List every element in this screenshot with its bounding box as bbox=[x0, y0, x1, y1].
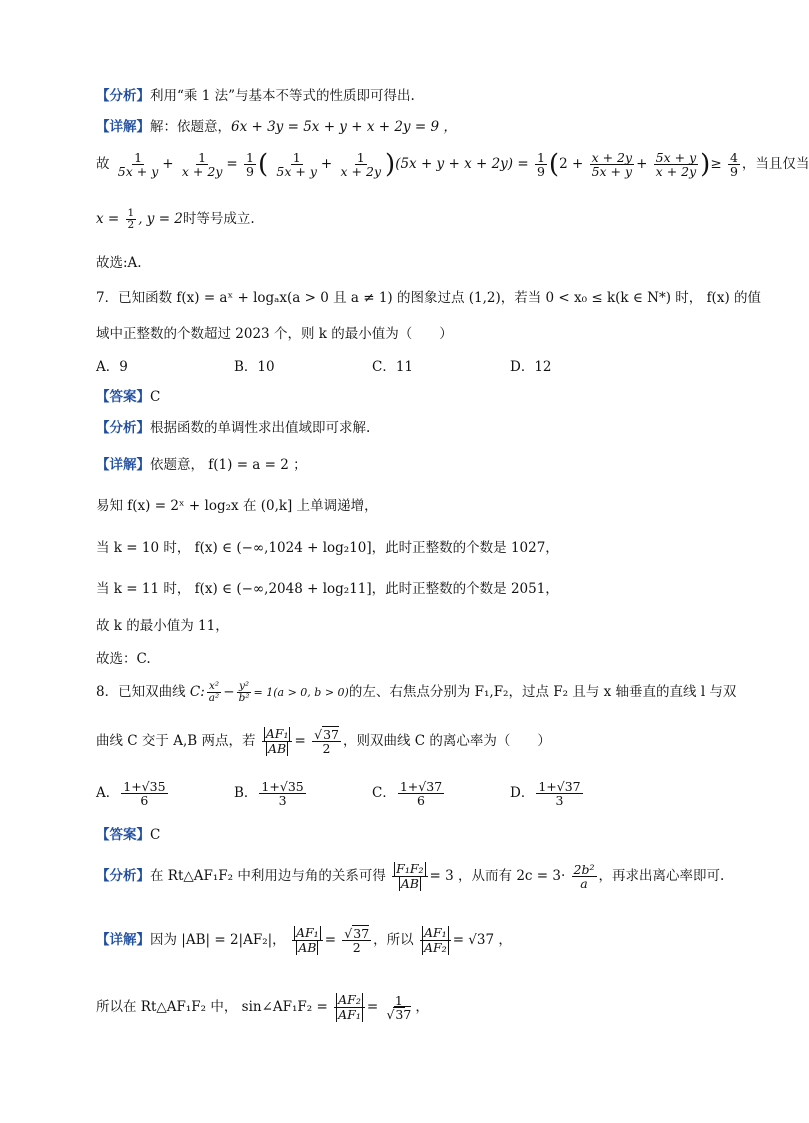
q7-detail-line4: 当 k = 11 时， f(x) ∈ (−∞,2048 + log₂11]，此时正整数的个数是 2051， bbox=[96, 581, 559, 597]
q7-stem-line1: 7．已知函数 f(x) = aˣ + logₐx(a > 0 且 a ≠ 1) 的图象过点 (1,2)，若当 0 < x₀ ≤ k(k ∈ N*) 时， f(x) 的值 bbox=[96, 290, 761, 306]
q6-equality-line: x = $\frac{1}{2}$ , y = 2时等号成立. bbox=[96, 206, 255, 231]
q8-stem-line1: 8．已知双曲线 C: $\frac{\text{x²}}{\text{a²}}$ − $\frac{\text{y²}}{\text{b²}}$ = 1(a > 0, b > 0)的左、右焦点分别为 F₁,F₂，过点 F₂ 且与 x 轴垂直的直线 l 与双 bbox=[96, 679, 737, 704]
q7-option-c: C．11 bbox=[372, 359, 414, 375]
q7-option-a: A．9 bbox=[96, 359, 128, 375]
fraction: $\frac{4}{9}$ bbox=[729, 150, 738, 180]
fraction: $\frac{1}{2}$ bbox=[127, 206, 135, 231]
detail-tag: 【详解】 bbox=[96, 119, 150, 135]
q7-option-d: D．12 bbox=[510, 359, 552, 375]
answer-tag: 【答案】 bbox=[96, 389, 150, 405]
q7-stem-line2: 域中正整数的个数超过 2023 个，则 k 的最小值为（ ） bbox=[96, 326, 453, 342]
q8-option-c: C． $\frac{1+√37}{6}$ bbox=[372, 779, 443, 809]
q7-conclusion: 故选：C. bbox=[96, 651, 151, 667]
q7-detail-line1 bbox=[96, 453, 734, 473]
q6-analysis-line bbox=[96, 84, 734, 104]
q6-detail-intro: 解：依题意， bbox=[150, 119, 231, 135]
fraction: $\frac{1}{5x + y}$ bbox=[276, 150, 317, 180]
q8-stem2-suffix: ，则双曲线 C 的离心率为（ ） bbox=[342, 732, 551, 749]
fraction: $\frac{1}{9}$ bbox=[246, 150, 254, 180]
q8-stem-suffix: 的左、右焦点分别为 F₁,F₂，过点 F₂ 且与 x 轴垂直的直线 l 与双 bbox=[348, 684, 737, 700]
q8-answer-line bbox=[96, 823, 734, 843]
fraction: $\frac{\text{2b²}}{a}$ bbox=[573, 861, 595, 891]
analysis-tag: 【分析】 bbox=[96, 867, 150, 884]
q8-analysis-suffix: ，再求出离心率即可. bbox=[598, 867, 725, 884]
q7-answer-line bbox=[96, 385, 734, 405]
q7-detail-line5: 故 k 的最小值为 11， bbox=[96, 618, 229, 634]
fraction: $\frac{1+√37}{3}$ bbox=[538, 779, 581, 809]
q7-answer: C bbox=[150, 389, 161, 405]
q6-conclusion: 故选:A. bbox=[96, 255, 142, 271]
detail-tag: 【详解】 bbox=[96, 931, 150, 948]
q7-option-b: B．10 bbox=[234, 359, 275, 375]
q8-option-a: A． $\frac{1+√35}{6}$ bbox=[96, 779, 166, 809]
q8-stem-line2: 曲线 C 交于 A,B 两点，若 $\frac{\text{AF₁}}{AB}$ = $\frac{√37}{2}$ ，则双曲线 C 的离心率为（ ） bbox=[96, 726, 551, 756]
fraction: $\frac{1+√35}{6}$ bbox=[123, 779, 166, 809]
q8-option-d: D． $\frac{1+√37}{3}$ bbox=[510, 779, 581, 809]
q6-detail-equation: 6x + 3y = 5x + y + x + 2y = 9 ， bbox=[231, 119, 457, 135]
fraction: $\frac{1+√35}{3}$ bbox=[261, 779, 304, 809]
q7-analysis-line bbox=[96, 416, 734, 436]
q6-line2-suffix: ，当且仅当 bbox=[741, 156, 809, 173]
fraction: $\frac{√37}{2}$ bbox=[344, 925, 370, 955]
detail-tag: 【详解】 bbox=[96, 457, 150, 473]
fraction: $\frac{x + 2y}{5x + y}$ bbox=[591, 150, 633, 180]
q8-options bbox=[96, 780, 696, 807]
q8-detail2-prefix: 所以在 Rt△AF₁F₂ 中， sin∠AF₁F₂ = bbox=[96, 998, 328, 1015]
q7-detail-line2: 易知 f(x) = 2ˣ + log₂x 在 (0,k] 上单调递增， bbox=[96, 498, 378, 514]
q6-detail-line bbox=[96, 115, 734, 135]
q7-analysis-text: 根据函数的单调性求出值域即可求解. bbox=[150, 420, 371, 436]
fraction: $\frac{\text{AF₂}}{\text{AF₁}}$ bbox=[334, 993, 365, 1022]
q8-detail2-suffix: ， bbox=[415, 998, 429, 1015]
q8-detail-line2: 所以在 Rt△AF₁F₂ 中， sin∠AF₁F₂ = $\frac{\text{AF₂}}{\text{AF₁}}$ = $\frac{1}{√37}$ ， bbox=[96, 992, 429, 1022]
q6-inequality-line: 故 $\frac{1}{5x + y}$ + $\frac{1}{x + 2y}$ = $\frac{1}{9}$ ( $\frac{1}{5x + y}$ + $\frac{1}{x + 2y}$ )(5x + y + x + 2y) = $\frac{1}{9}$ (2 + $\frac{x + 2y}{5x + y}$ + $\frac{5x + y}{x + 2y}$ )≥ $\frac{4}{9}$ ，当且仅当 bbox=[96, 149, 809, 180]
answer-tag: 【答案】 bbox=[96, 827, 150, 843]
q8-detail-prefix: 因为 |AB| = 2|AF₂|， bbox=[150, 931, 286, 948]
q8-stem-prefix: 8．已知双曲线 bbox=[96, 684, 186, 700]
analysis-tag: 【分析】 bbox=[96, 88, 150, 104]
fraction: $\frac{1}{√37}$ bbox=[386, 992, 412, 1022]
q6-analysis-text: 利用“乘 1 法”与基本不等式的性质即可得出. bbox=[150, 88, 415, 104]
analysis-tag: 【分析】 bbox=[96, 420, 150, 436]
fraction: $\frac{5x + y}{x + 2y}$ bbox=[655, 150, 697, 180]
fraction: $\frac{1}{x + 2y}$ bbox=[340, 150, 382, 180]
q8-analysis-prefix: 在 Rt△AF₁F₂ 中利用边与角的关系可得 bbox=[150, 867, 386, 884]
q8-analysis-mid: = 3 ，从而有 2c = 3· bbox=[429, 867, 566, 884]
q8-stem2-prefix: 曲线 C 交于 A,B 两点，若 bbox=[96, 732, 256, 749]
fraction: $\frac{1}{x + 2y}$ bbox=[181, 150, 223, 180]
q8-detail-mid: ，所以 bbox=[373, 931, 414, 948]
fraction: $\frac{1}{5x + y}$ bbox=[117, 150, 159, 180]
q7-options bbox=[96, 355, 696, 375]
q8-detail-line1: 【详解】因为 |AB| = 2|AF₂|， $\frac{\text{AF₁}}{AB}$ = $\frac{√37}{2}$ ，所以 $\frac{\text{AF₁}}{\text{AF₂}}$ = √37 ， bbox=[96, 925, 512, 955]
fraction: $\frac{\text{x²}}{\text{a²}}$ bbox=[208, 679, 220, 704]
fraction: $\frac{1}{9}$ bbox=[536, 150, 545, 180]
q8-option-b: B． $\frac{1+√35}{3}$ bbox=[234, 779, 304, 809]
fraction: $\frac{1+√37}{6}$ bbox=[399, 779, 443, 809]
q8-answer: C bbox=[150, 827, 161, 843]
fraction: $\frac{\text{F₁F₂}}{AB}$ bbox=[392, 862, 427, 891]
fraction: $\frac{\text{y²}}{\text{b²}}$ bbox=[238, 679, 250, 704]
fraction: $\frac{\text{AF₁}}{AB}$ bbox=[292, 926, 323, 955]
fraction: $\frac{\text{AF₁}}{\text{AF₂}}$ bbox=[420, 926, 451, 955]
q8-detail-suffix: = √37 ， bbox=[452, 931, 512, 948]
q7-detail-text1: 依题意， f(1) = a = 2 ； bbox=[150, 457, 307, 473]
q7-detail-line3: 当 k = 10 时， f(x) ∈ (−∞,1024 + log₂10]，此时正整数的个数是 1027， bbox=[96, 540, 559, 556]
q6-line2-prefix: 故 bbox=[96, 156, 110, 173]
fraction: $\frac{\text{AF₁}}{AB}$ bbox=[262, 727, 293, 756]
fraction: $\frac{√37}{2}$ bbox=[314, 726, 339, 756]
q8-analysis-line bbox=[96, 862, 734, 891]
